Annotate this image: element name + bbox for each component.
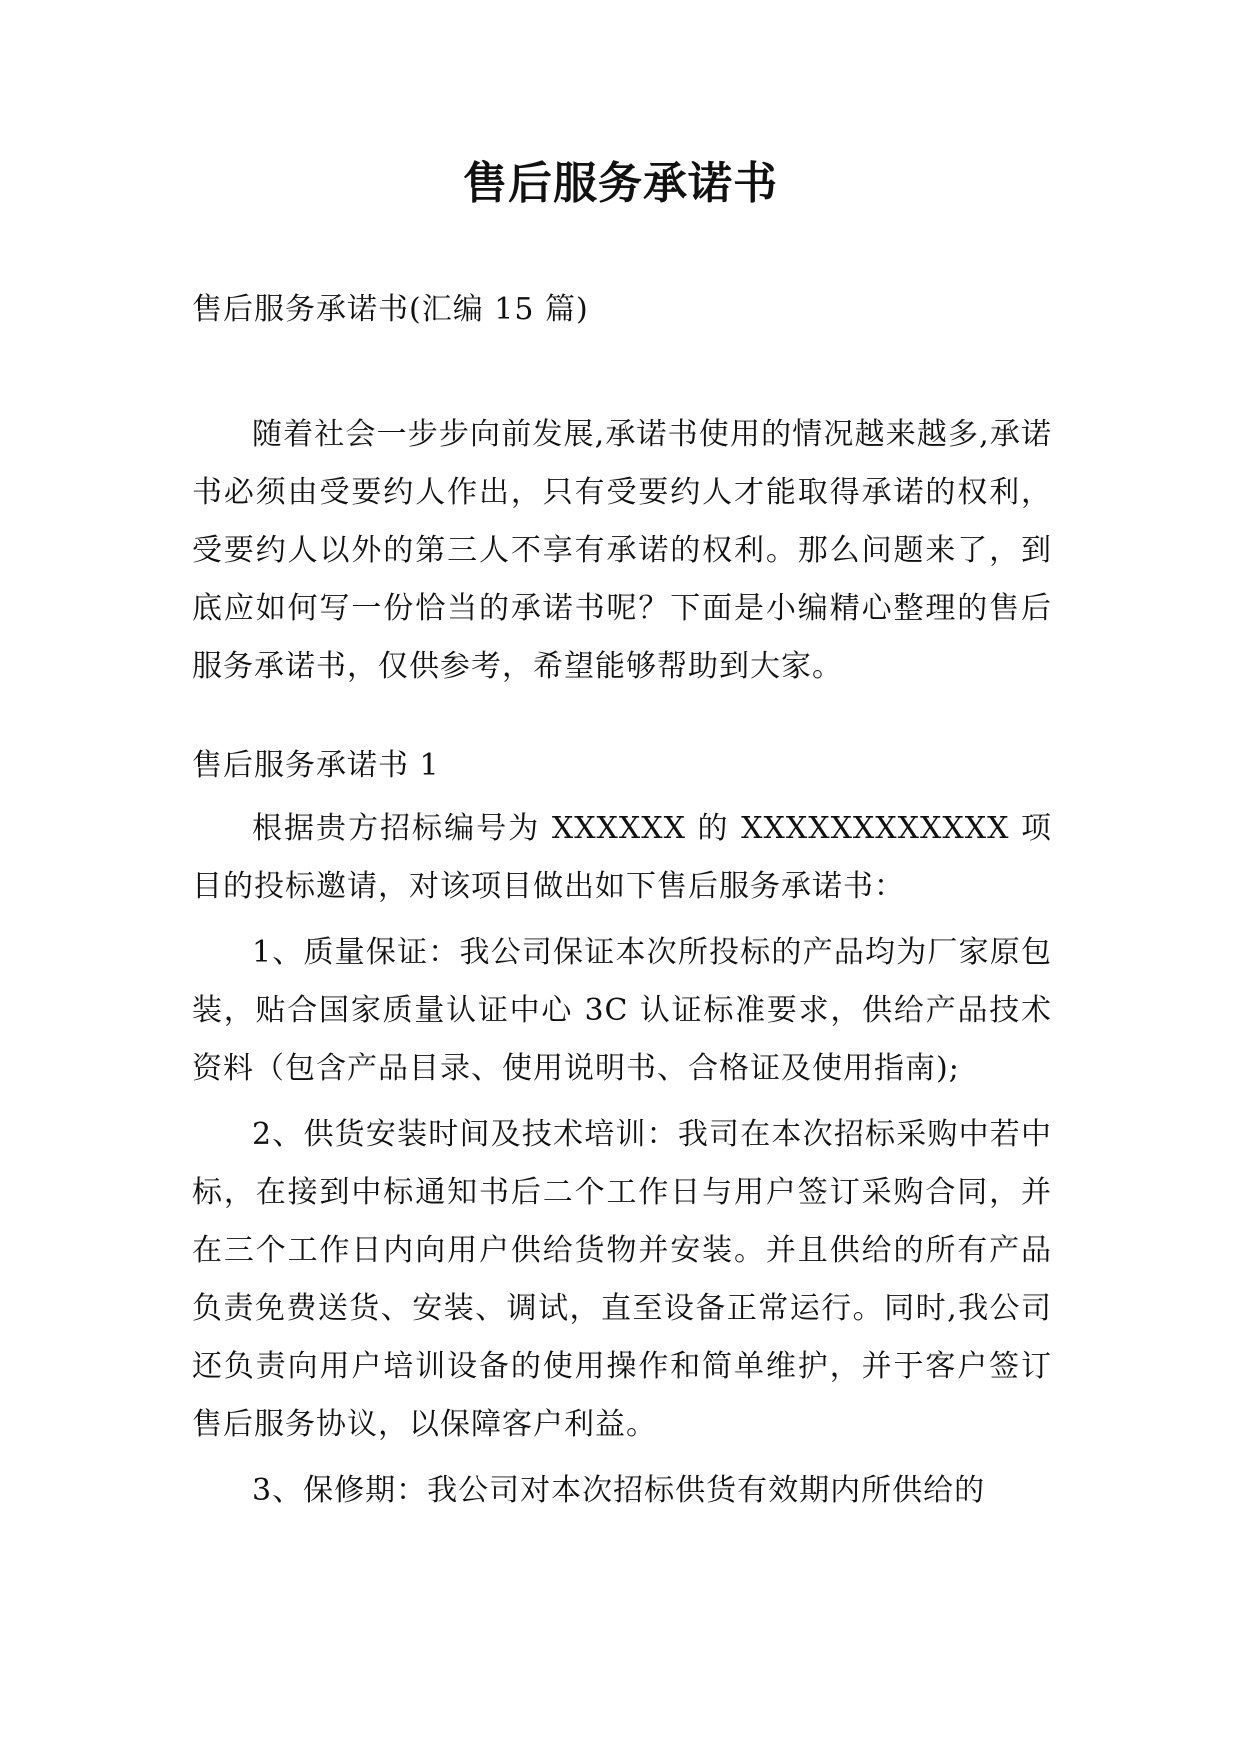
document-subtitle: 售后服务承诺书(汇编 15 篇) — [192, 292, 589, 327]
body-paragraph: 3、保修期：我公司对本次招标供货有效期内所供给的 — [252, 1473, 986, 1508]
document-body — [192, 290, 1052, 1528]
body-paragraph: 根据贵方招标编号为 XXXXXX 的 XXXXXXXXXXXX 项目的投标邀请，对该项目做出如下售后服务承诺书： — [192, 811, 1052, 904]
document-title: 售后服务承诺书 — [463, 158, 778, 209]
body-paragraph: 2、供货安装时间及技术培训：我司在本次招标采购中若中标，在接到中标通知书后二个工作日与用户签订采购合同，并在三个工作日内向用户供给货物并安装。并且供给的所有产品负责免费送货、安装、调试，直至设备正常运行。同时,我公司还负责向用户培训设备的使用操作和简单维护，并于客户签订售后服务协议，以保障客户利益。 — [192, 1117, 1052, 1442]
intro-paragraph: 随着社会一步步向前发展,承诺书使用的情况越来越多,承诺书必须由受要约人作出，只有受要约人才能取得承诺的权利，受要约人以外的第三人不享有承诺的权利。那么问题来了，到底应如何写一份恰当的承诺书呢？下面是小编精心整理的售后服务承诺书，仅供参考，希望能够帮助到大家。 — [192, 417, 1052, 684]
body-paragraph: 1、质量保证：我公司保证本次所投标的产品均为厂家原包装，贴合国家质量认证中心 3C 认证标准要求，供给产品技术资料（包含产品目录、使用说明书、合格证及使用指南); — [192, 935, 1052, 1086]
section-heading: 售后服务承诺书 1 — [192, 748, 440, 783]
